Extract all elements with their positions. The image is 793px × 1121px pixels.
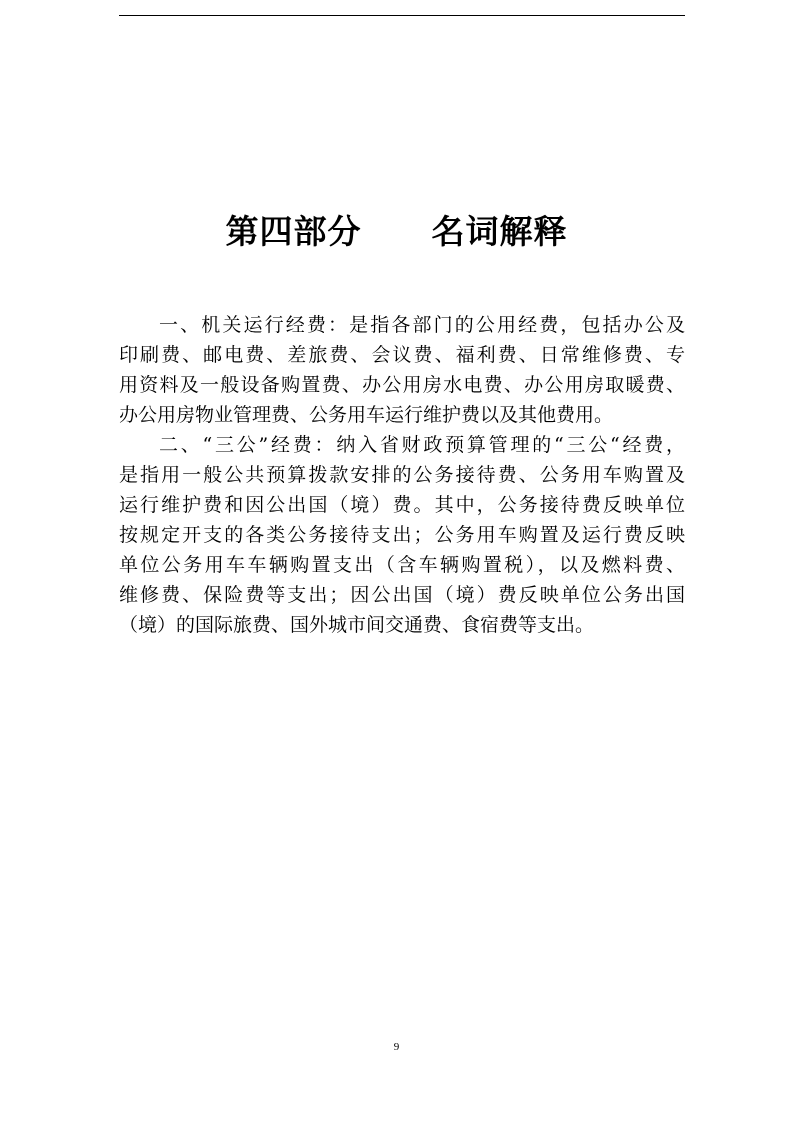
text-line: 单位公务用车车辆购置支出（含车辆购置税），以及燃料费、 (119, 554, 685, 576)
text-line: 用资料及一般设备购置费、办公用房水电费、办公用房取暖费、 (119, 374, 685, 396)
page-title (0, 205, 793, 259)
text-line: 运行维护费和因公出国（境）费。其中，公务接待费反映单位 (119, 494, 685, 516)
text-line: 办公用房物业管理费、公务用车运行维护费以及其他费用。 (119, 404, 614, 426)
paragraph-three-public-expenses (119, 430, 685, 640)
text-line: 印刷费、邮电费、差旅费、会议费、福利费、日常维修费、专 (119, 344, 685, 366)
text-line: （境）的国际旅费、国外城市间交通费、食宿费等支出。 (119, 614, 595, 636)
page-number: 9 (393, 1041, 400, 1053)
paragraph-office-expenses (119, 310, 685, 430)
text-line: 维修费、保险费等支出；因公出国（境）费反映单位公务出国 (119, 584, 685, 606)
text-line: 一、机关运行经费：是指各部门的公用经费，包括办公及 (159, 314, 685, 336)
page-title-heading: 名词解释 (431, 212, 568, 251)
text-line: 是指用一般公共预算拨款安排的公务接待费、公务用车购置及 (119, 464, 685, 486)
header-rule (119, 15, 685, 16)
page-title-section: 第四部分 (225, 212, 362, 251)
text-line: 二、“三公”经费：纳入省财政预算管理的“三公“经费， (159, 434, 685, 456)
document-body (119, 310, 685, 640)
text-line: 按规定开支的各类公务接待支出；公务用车购置及运行费反映 (119, 524, 685, 546)
